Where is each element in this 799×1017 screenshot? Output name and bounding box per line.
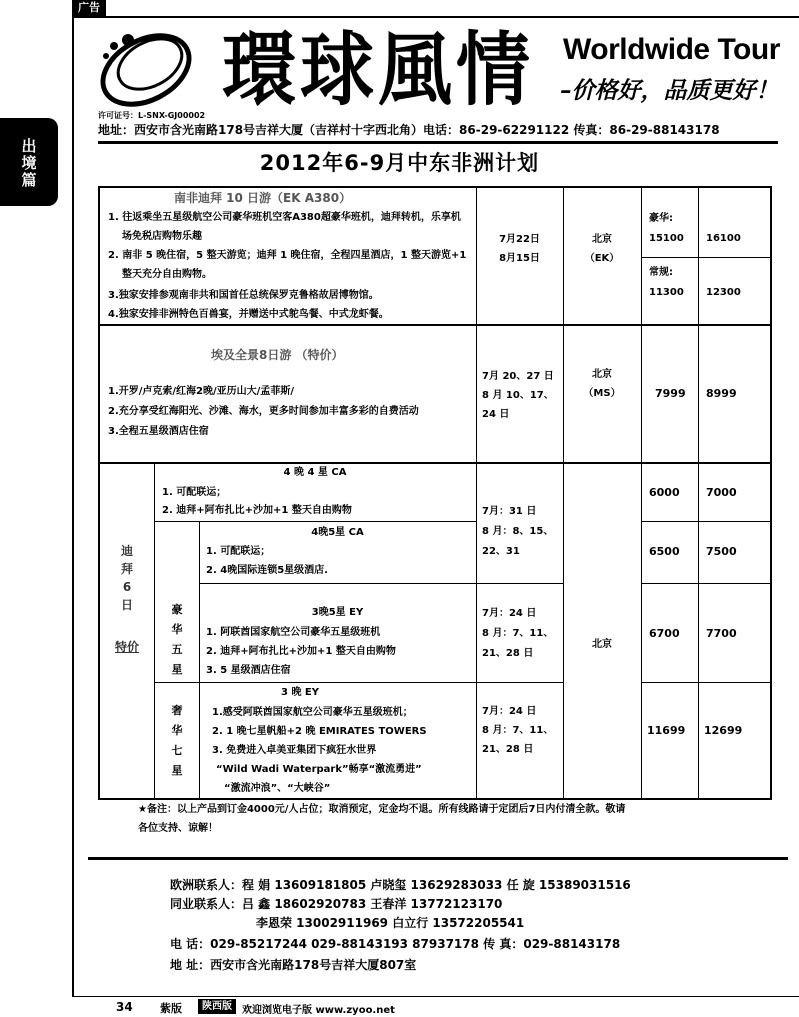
price-adult: 11699 <box>647 724 686 737</box>
option-item: 3. 免费进入卓美亚集团下疯狂水世界 <box>212 745 377 756</box>
special-price-label: 特价 <box>114 640 139 654</box>
tour-date: 8 月 10、17、 <box>482 390 554 401</box>
price-child: 7500 <box>706 545 737 558</box>
price-label-luxury: 豪华: <box>649 213 673 224</box>
price-adult: 11300 <box>649 287 684 298</box>
tour-date: 7月：24 日 <box>482 608 537 619</box>
paper-logo: 陕西版 <box>198 999 236 1014</box>
price-child: 7000 <box>706 486 737 499</box>
tour-item: 场免税店购物乐趣 <box>122 231 202 242</box>
col-divider <box>641 186 642 800</box>
header-rule <box>98 141 778 144</box>
side-label-char: 日 <box>120 598 133 612</box>
tour-item: 4.独家安排非洲特色百兽宴，并赠送中式鸵鸟餐、中式龙虾餐。 <box>108 309 389 320</box>
option-item: 3. 5 星级酒店住宿 <box>206 665 291 676</box>
option-item: 2. 迪拜+阿布扎比+沙加+1 整天自由购物 <box>162 505 352 516</box>
option-title: 3晚5星 EY <box>311 607 364 618</box>
col-divider <box>563 186 564 800</box>
contact-row-agency-2: 李恩荣 13002911969 白立行 13572205541 <box>256 916 525 930</box>
option-title: 3 晚 EY <box>281 687 319 698</box>
remark-note <box>138 800 698 838</box>
option-item: 1.感受阿联酋国家航空公司豪华五星级班机； <box>212 707 413 718</box>
tour-date: 22、31 <box>482 546 520 557</box>
dubai-price-divider <box>641 682 771 683</box>
section-tab-char: 出 <box>21 137 37 155</box>
contact-row-phone: 电 话：029-85217244 029-88143193 87937178 传 真：029-88143178 <box>170 937 621 951</box>
option-item: 2. 4晚国际连锁5星级酒店. <box>206 565 328 576</box>
price-divider <box>641 257 771 258</box>
label-char: 五 <box>171 643 183 656</box>
side-label-char: 迪 <box>120 544 133 558</box>
tour-item: 2. 南非 5 晚住宿，5 整天游览；迪拜 1 晚住宿，全程四星酒店，1 整天游览+1 <box>108 250 467 261</box>
tour-title-egypt: 埃及全景8日游 （特价） <box>211 348 344 362</box>
company-address-line: 地址：西安市含光南路178号吉祥大厦（吉祥村十字西北角）电话：86-29-62291122 传真：86-29-88143178 <box>98 123 720 137</box>
tour-item: 1. 往返乘坐五星级航空公司豪华班机空客A380超豪华班机，迪拜转机，乐享机 <box>108 212 461 223</box>
website-link[interactable]: 欢迎浏览电子版 www.zyoo.net <box>242 1005 395 1016</box>
contact-row-address: 地 址：西安市含光南路178号吉祥大厦807室 <box>170 958 417 972</box>
dubai-divider <box>199 583 563 584</box>
side-label-char: 6 <box>122 580 132 594</box>
table-border-right <box>770 186 772 800</box>
side-label-char: 拜 <box>120 562 133 576</box>
table-border-left <box>98 186 100 800</box>
footer-rule <box>72 996 799 997</box>
price-child: 7700 <box>706 627 737 640</box>
brand-english-name: Worldwide Tour <box>563 33 780 66</box>
price-adult: 7999 <box>655 387 686 400</box>
departure-airline: （EK） <box>584 253 620 264</box>
remark-line: 各位支持、谅解！ <box>138 823 218 834</box>
option-item: 1. 可配联运； <box>206 546 271 557</box>
section-tab-char: 境 <box>21 154 37 172</box>
price-child: 16100 <box>706 233 741 244</box>
option-item: “Wild Wadi Waterpark”畅享“激流勇进” <box>216 764 422 775</box>
price-adult: 6500 <box>649 545 680 558</box>
option-title: 4晚5星 CA <box>311 527 364 538</box>
contacts-rule <box>88 857 788 860</box>
price-adult: 6700 <box>649 627 680 640</box>
tour-item: 2.充分享受红海阳光、沙滩、海水，更多时间参加丰富多彩的自费活动 <box>108 406 419 417</box>
label-char: 华 <box>171 724 183 737</box>
label-char: 华 <box>171 623 183 636</box>
tour-date: 21、28 日 <box>482 648 534 659</box>
option-item: “激流冲浪”、“大峡谷” <box>224 783 331 794</box>
section-tab-char: 篇 <box>21 171 37 189</box>
departure-city: 北京 <box>592 639 612 650</box>
page-number: 34 <box>116 1000 133 1014</box>
contact-row-agency: 同业联系人：吕 鑫 18602920783 王春洋 13772123170 <box>170 897 503 911</box>
option-item: 2. 1 晚七星帆船+2 晚 EMIRATES TOWERS <box>212 726 427 737</box>
row-divider <box>98 324 772 326</box>
remark-line: ★备注：以上产品到订金4000元/人占位；取消预定，定金均不退。所有线路请于定团后7日内付清全款。敬请 <box>138 804 626 815</box>
option-item: 2. 迪拜+阿布扎比+沙加+1 整天自由购物 <box>206 646 396 657</box>
dubai-price-divider <box>641 583 771 584</box>
departure-airline: （MS） <box>583 388 621 399</box>
company-logo <box>98 26 198 108</box>
dubai-divider <box>154 682 563 683</box>
luxury-five-star-label <box>155 600 199 680</box>
tour-date: 7月：24 日 <box>482 706 537 717</box>
frame-top-rule <box>72 16 799 18</box>
contact-row-europe: 欧洲联系人：程 娟 13609181805 卢晓玺 13629283033 任 旋 15389031516 <box>170 878 631 892</box>
col-divider <box>698 186 699 800</box>
dubai-side-label <box>100 542 154 614</box>
label-char: 星 <box>171 764 183 777</box>
price-child: 12300 <box>706 287 741 298</box>
dubai-star-col <box>199 521 200 800</box>
page-title: 2012年6-9月中东非洲计划 <box>259 151 540 175</box>
label-char: 豪 <box>171 603 183 616</box>
tour-date: 7月 20、27 日 <box>482 371 554 382</box>
option-title: 4 晚 4 星 CA <box>283 467 347 478</box>
license-number: 许可证号：L-SNX-GJ00002 <box>98 111 206 120</box>
price-child: 12699 <box>704 724 743 737</box>
tour-date: 7月：31 日 <box>482 506 537 517</box>
tour-date: 8 月：7、11、 <box>482 628 554 639</box>
tour-item: 1.开罗/卢克索/红海2晚/亚历山大/孟菲斯/ <box>108 386 294 397</box>
option-item: 1. 可配联运； <box>162 487 227 498</box>
departure-city: 北京 <box>592 369 612 380</box>
brand-chinese-name: 環球風情 <box>222 24 534 118</box>
tour-item: 整天充分自由购物。 <box>122 269 212 280</box>
tour-title-south-africa: 南非迪拜 10 日游（EK A380） <box>174 191 352 205</box>
ad-tag: 广告 <box>72 0 106 16</box>
table-border-top <box>98 186 772 188</box>
price-child: 8999 <box>706 387 737 400</box>
tour-item: 3.全程五星级酒店住宿 <box>108 426 209 437</box>
tour-date: 7月22日 <box>499 234 540 245</box>
label-char: 七 <box>171 744 183 757</box>
col-divider <box>476 186 477 800</box>
departure-city: 北京 <box>592 234 612 245</box>
label-char: 星 <box>171 663 183 676</box>
edition-label: 紫版 <box>160 1002 182 1015</box>
price-label-standard: 常规: <box>649 267 673 278</box>
option-item: 1. 阿联酋国家航空公司豪华五星级班机 <box>206 627 381 638</box>
luxury-seven-star-label <box>155 701 199 781</box>
slogan: –价格好，品质更好！ <box>560 77 779 104</box>
dubai-divider <box>154 521 476 522</box>
tour-date: 24 日 <box>482 409 510 420</box>
tour-item: 3.独家安排参观南非共和国首任总统保罗克鲁格故居博物馆。 <box>108 290 379 301</box>
tour-date: 8 月：7、11、 <box>482 725 554 736</box>
tour-date: 21、28 日 <box>482 744 534 755</box>
tour-date: 8 月：8、15、 <box>482 526 554 537</box>
label-char: 奢 <box>171 704 183 717</box>
tour-date: 8月15日 <box>499 253 540 264</box>
price-adult: 6000 <box>649 486 680 499</box>
dubai-price-divider <box>641 521 771 522</box>
price-adult: 15100 <box>649 233 684 244</box>
